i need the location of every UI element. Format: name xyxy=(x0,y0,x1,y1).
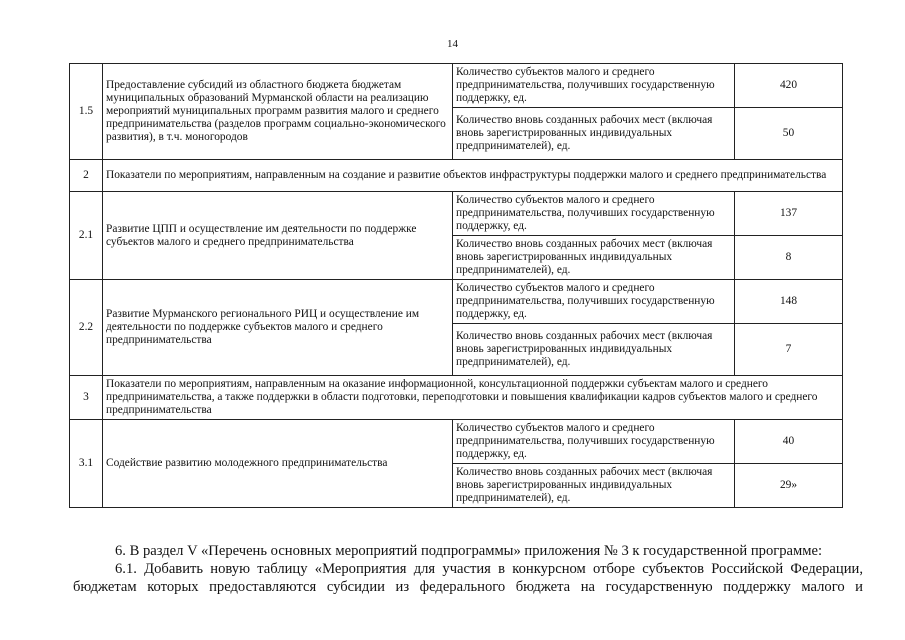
section-row xyxy=(70,376,843,420)
indicator-value: 148 xyxy=(735,280,843,324)
indicator-label: Количество вновь созданных рабочих мест (включая вновь зарегистрированных индивидуальных предпринимателей), ед. xyxy=(453,236,735,280)
table-row xyxy=(70,64,843,108)
indicator-label: Количество вновь созданных рабочих мест (включая вновь зарегистрированных индивидуальных предпринимателей), ед. xyxy=(453,464,735,508)
paragraph-continuation: бюджетам которых предоставляются субсидии из федерального бюджета на государственную поддержку малого и xyxy=(73,579,863,595)
row-number: 2.1 xyxy=(70,192,103,280)
indicator-label: Количество субъектов малого и среднего предпринимательства, получивших государственную поддержку, ед. xyxy=(453,420,735,464)
indicator-value: 137 xyxy=(735,192,843,236)
paragraph-add-table: 6.1. Добавить новую таблицу «Мероприятия для участия в конкурсном отборе субъектов Российской Федерации, xyxy=(115,561,863,577)
indicator-value: 29» xyxy=(735,464,843,508)
table-row xyxy=(70,280,843,324)
row-description: Предоставление субсидий из областного бюджета бюджетам муниципальных образований Мурманской области на реализацию мероприятий муниципальных программ развития малого и среднего предпринимательства (разделов программ социально-экономического развития), в т.ч. моногородов xyxy=(103,64,453,160)
row-number: 1.5 xyxy=(70,64,103,160)
section-row xyxy=(70,160,843,192)
indicator-value: 420 xyxy=(735,64,843,108)
indicator-label: Количество субъектов малого и среднего предпринимательства, получивших государственную поддержку, ед. xyxy=(453,192,735,236)
indicator-label: Количество вновь созданных рабочих мест (включая вновь зарегистрированных индивидуальных предпринимателей), ед. xyxy=(453,108,735,160)
indicator-value: 50 xyxy=(735,108,843,160)
section-title: Показатели по мероприятиям, направленным на создание и развитие объектов инфраструктуры поддержки малого и среднего предпринимательства xyxy=(103,160,843,192)
table-row xyxy=(70,192,843,236)
page-number: 14 xyxy=(447,38,458,50)
row-description: Содействие развитию молодежного предпринимательства xyxy=(103,420,453,508)
paragraph-section-v: 6. В раздел V «Перечень основных мероприятий подпрограммы» приложения № 3 к государственной программе: xyxy=(115,543,822,559)
indicator-value: 7 xyxy=(735,324,843,376)
indicator-value: 40 xyxy=(735,420,843,464)
indicators-table xyxy=(69,63,843,508)
section-title: Показатели по мероприятиям, направленным на оказание информационной, консультационной поддержки субъектам малого и среднего предпринимательства, а также поддержки в области подготовки, переподготовки и повышения квалификации кадров субъектов малого и среднего предпринимательства xyxy=(103,376,843,420)
row-number: 3.1 xyxy=(70,420,103,508)
row-description: Развитие Мурманского регионального РИЦ и осуществление им деятельности по поддержке субъектов малого и среднего предпринимательства xyxy=(103,280,453,376)
indicator-value: 8 xyxy=(735,236,843,280)
row-number: 3 xyxy=(70,376,103,420)
row-number: 2.2 xyxy=(70,280,103,376)
row-number: 2 xyxy=(70,160,103,192)
table-row xyxy=(70,420,843,464)
indicator-label: Количество субъектов малого и среднего предпринимательства, получивших государственную поддержку, ед. xyxy=(453,64,735,108)
row-description: Развитие ЦПП и осуществление им деятельности по поддержке субъектов малого и среднего предпринимательства xyxy=(103,192,453,280)
indicator-label: Количество субъектов малого и среднего предпринимательства, получивших государственную поддержку, ед. xyxy=(453,280,735,324)
indicator-label: Количество вновь созданных рабочих мест (включая вновь зарегистрированных индивидуальных предпринимателей), ед. xyxy=(453,324,735,376)
